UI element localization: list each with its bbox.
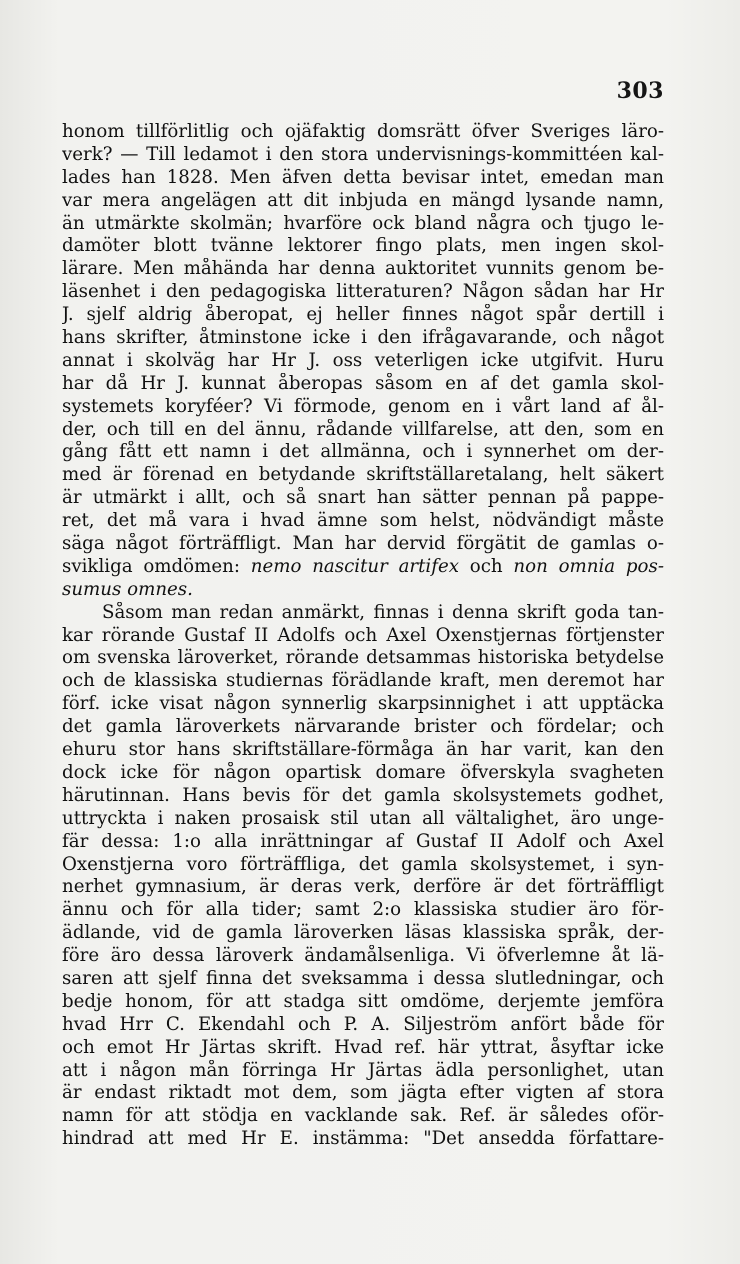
text-line: ehuru stor hans skriftställare-förmåga än har varit, kan den	[62, 739, 664, 761]
text-line: och de klassiska studiernas förädlande kraft, men deremot har	[62, 670, 664, 692]
text-line-mixed	[62, 579, 664, 602]
text-line: uttryckta i naken prosaisk stil utan all vältalighet, äro unge-	[62, 807, 664, 829]
text-line: har då Hr J. kunnat åberopas såsom en af det gamla skol-	[62, 372, 664, 394]
text-line: kar rörande Gustaf II Adolfs och Axel Oxenstjernas förtjenster	[62, 624, 664, 646]
text-line: före äro dessa läroverk ändamålsenliga. Vi öfverlemne åt lä-	[62, 945, 664, 967]
text-line: damöter blott tvänne lektorer fingo plats, men ingen skol-	[62, 235, 664, 257]
text-line: Oxenstjerna voro förträffliga, det gamla skolsystemet, i syn-	[62, 853, 664, 875]
text-line: der, och till en del ännu, rådande villfarelse, att den, som en	[62, 418, 664, 440]
text-line: läsenhet i den pedagogiska litteraturen? Någon sådan har Hr	[62, 281, 664, 303]
text-segment: och	[469, 555, 503, 577]
text-line: honom tillförlitlig och ojäfaktig domsrätt öfver Sveriges läro-	[62, 121, 664, 142]
italic-text-segment: non omnia pos-	[513, 555, 664, 577]
page-number: 303	[616, 78, 664, 104]
text-line: härutinnan. Hans bevis för det gamla skolsystemets godhet,	[62, 784, 664, 806]
text-line: ädlande, vid de gamla läroverken läsas klassiska språk, der-	[62, 922, 664, 944]
italic-text-segment: sumus omnes.	[62, 578, 193, 600]
text-line: förf. icke visat någon synnerlig skarpsinnighet i att upptäcka	[62, 693, 664, 715]
text-segment: svikliga omdömen:	[62, 555, 240, 577]
text-line: gång fått ett namn i det allmänna, och i synnerhet om der-	[62, 441, 664, 463]
text-line: lades han 1828. Men äfven detta bevisar intet, emedan man	[62, 166, 664, 188]
italic-text-segment: nemo nascitur artifex	[250, 555, 459, 577]
text-line: att i någon mån förringa Hr Järtas ädla personlighet, utan	[62, 1059, 664, 1081]
text-line: det gamla läroverkets närvarande brister och fördelar; och	[62, 716, 664, 738]
text-line: än utmärkte skolmän; hvarföre ock bland några och tjugo le-	[62, 212, 664, 234]
text-line: är utmärkt i allt, och så snart han sätter pennan på pappe-	[62, 487, 664, 509]
text-line: hvad Hrr C. Ekendahl och P. A. Siljeström anfört både för	[62, 1013, 664, 1035]
text-line: fär dessa: 1:o alla inrättningar af Gustaf II Adolf och Axel	[62, 830, 664, 852]
text-line: dock icke för någon opartisk domare öfverskyla svagheten	[62, 761, 664, 783]
text-line: J. sjelf aldrig åberopat, ej heller finnes något spår dertill i	[62, 304, 664, 326]
text-line-mixed	[62, 556, 664, 579]
text-line: namn för att stödja en vacklande sak. Ref. är således oför-	[62, 1105, 664, 1127]
text-line: lärare. Men måhända har denna auktoritet vunnits genom be-	[62, 258, 664, 280]
text-line: hans skrifter, åtminstone icke i den ifrågavarande, och något	[62, 327, 664, 349]
body-text	[62, 121, 664, 1151]
text-line: är endast riktadt mot dem, som jägta efter vigten af stora	[62, 1082, 664, 1104]
text-line: med är förenad en betydande skriftställaretalang, helt säkert	[62, 464, 664, 486]
text-line: Såsom man redan anmärkt, finnas i denna skrift goda tan-	[102, 601, 664, 623]
text-line: bedje honom, för att stadga sitt omdöme, derjemte jemföra	[62, 990, 664, 1012]
text-line: om svenska läroverket, rörande detsammas historiska betydelse	[62, 647, 664, 669]
text-line: säga något förträffligt. Man har dervid förgätit de gamlas o-	[62, 533, 664, 555]
text-line: saren att sjelf finna det sveksamma i dessa slutledningar, och	[62, 967, 664, 989]
text-line: annat i skolväg har Hr J. oss veterligen icke utgifvit. Huru	[62, 349, 664, 371]
text-line: nerhet gymnasium, är deras verk, derföre är det förträffligt	[62, 876, 664, 898]
text-line: ännu och för alla tider; samt 2:o klassiska studier äro för-	[62, 899, 664, 921]
text-line: var mera angelägen att dit inbjuda en mängd lysande namn,	[62, 189, 664, 211]
text-line: verk? — Till ledamot i den stora undervisnings-kommittéen kal-	[62, 143, 664, 165]
text-line: systemets koryféer? Vi förmode, genom en i vårt land af ål-	[62, 395, 664, 417]
text-line: ret, det må vara i hvad ämne som helst, nödvändigt måste	[62, 510, 664, 532]
text-line: hindrad att med Hr E. instämma: "Det ansedda författare-	[62, 1128, 664, 1150]
text-line: och emot Hr Järtas skrift. Hvad ref. här yttrat, åsyftar icke	[62, 1036, 664, 1058]
